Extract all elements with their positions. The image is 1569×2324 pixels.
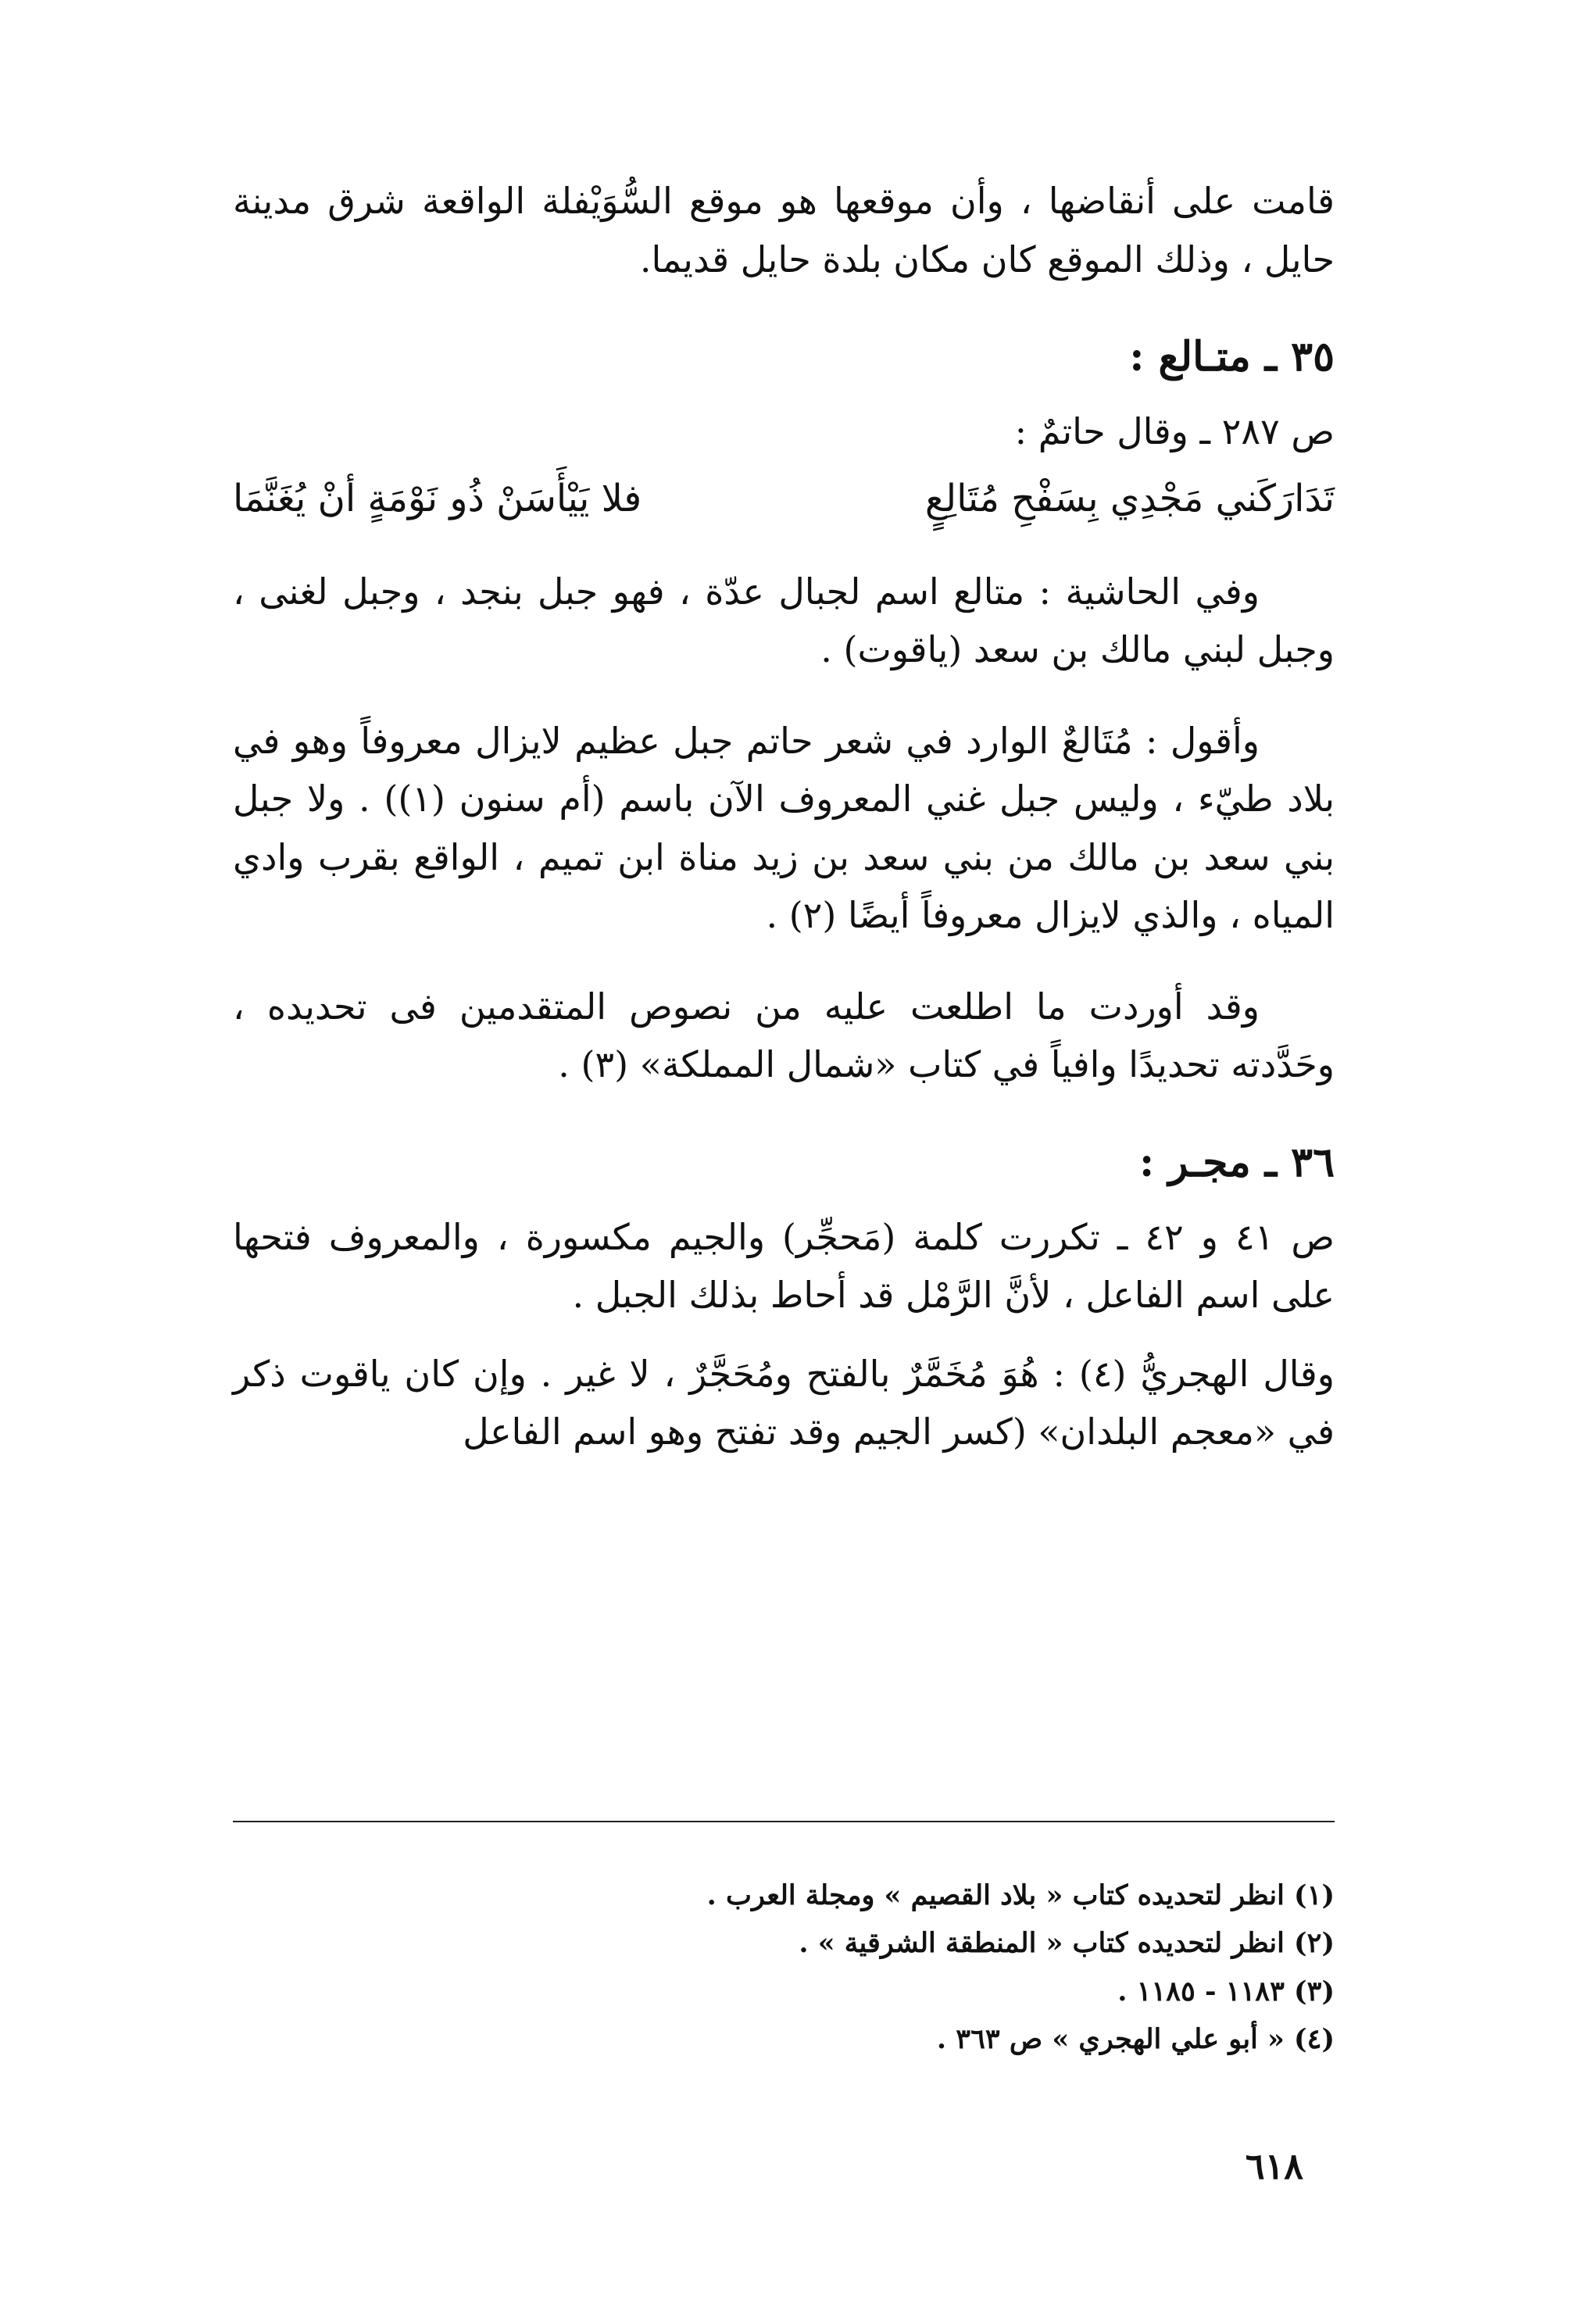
footnote: (٤) « أبو علي الهجري » ص ٣٦٣ . [936, 2022, 1335, 2055]
paragraph: وفي الحاشية : متالع اسم لجبال عدّة ، فهو جبل بنجد ، وجبل لغنى ، وجبل لبني مالك بن سعد (ياقوت) . [233, 570, 1335, 671]
poem-verse [233, 469, 1335, 530]
paragraph: قامت على أنقاضها ، وأن موقعها هو موقع السُّوَيْفلة الواقعة شرق مدينة حايل ، وذلك الموقع كان مكان بلدة حايل قديما. [233, 180, 1335, 281]
paragraph: ص ٢٨٧ ـ وقال حاتمٌ : [1014, 410, 1335, 453]
section-heading: ٣٦ ـ مجـر : [1139, 1138, 1335, 1186]
paragraph: وقد أوردت ما اطلعت عليه من نصوص المتقدمين فى تحديده ، وحَدَّدته تحديدًا وافياً في كتاب «شمال المملكة» (٣) . [233, 985, 1335, 1086]
paragraph: وأقول : مُتَالعٌ الوارد في شعر حاتم جبل عظيم لايزال معروفاً وهو في بلاد طيّء ، وليس جبل غني المعروف الآن باسم (أم سنون (١)) . ولا جبل بني سعد بن مالك من بني سعد بن زيد مناة ابن تميم ، الواقع بقرب وادي المياه ، والذي لايزال معروفاً أيضًا (٢) . [233, 719, 1335, 937]
paragraph: وقال الهجريُّ (٤) : هُوَ مُخَمَّرٌ بالفتح ومُحَجَّرٌ ، لا غير . وإن كان ياقوت ذكر في «معجم البلدان» (كسر الجيم وقد تفتح وهو اسم الفاعل [233, 1352, 1335, 1453]
footnote: (١) انظر لتحديده كتاب « بلاد القصيم » ومجلة العرب . [706, 1879, 1335, 1911]
verse-hemistich-second: فلا يَيْأَسَنْ ذُو نَوْمَةٍ أنْ يُغَنَّمَا [233, 476, 642, 520]
footnote-separator [233, 1821, 1335, 1822]
footnote: (٣) ١١٨٣ - ١١٨٥ . [1117, 1975, 1335, 2008]
footnote: (٢) انظر لتحديده كتاب « المنطقة الشرقية » . [799, 1927, 1335, 1960]
main-text [233, 172, 1335, 1461]
paragraph: ص ٤١ و ٤٢ ـ تكررت كلمة (مَحجِّر) والجيم مكسورة ، والمعروف فتحها على اسم الفاعل ، لأنَّ الرَّمْل قد أحاط بذلك الجبل . [233, 1215, 1335, 1317]
verse-hemistich-first: تَدَارَكَني مَجْدِي بِسَفْحِ مُتَالِعٍ [924, 476, 1335, 520]
section-heading: ٣٥ ـ متـالع : [1129, 333, 1335, 381]
page-number: ٦١٨ [1245, 2145, 1303, 2187]
footnotes [319, 1872, 1335, 2063]
